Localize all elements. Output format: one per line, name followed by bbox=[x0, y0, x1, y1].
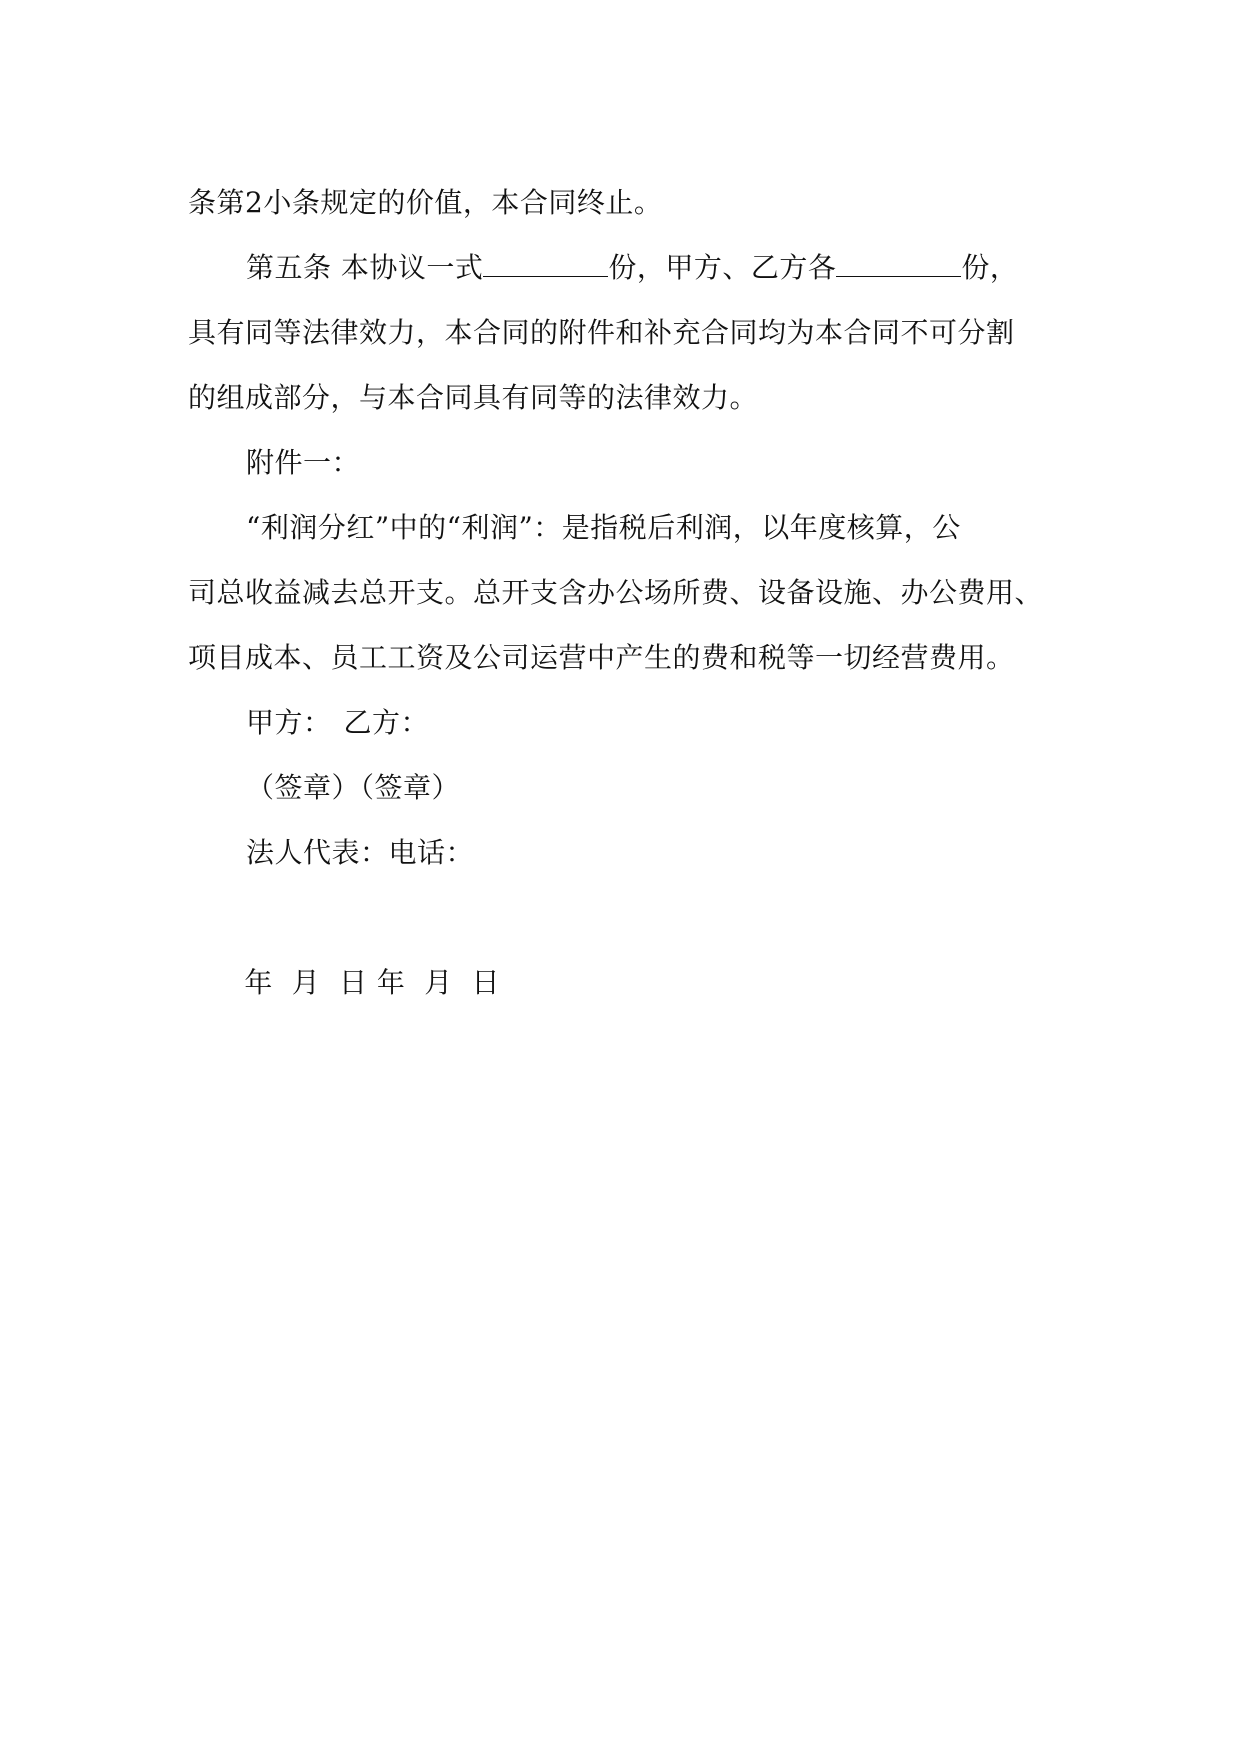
clause-five-line-3-text: 的组成部分，与本合同具有同等的法律效力。 bbox=[188, 381, 759, 414]
copies-each-blank bbox=[836, 248, 961, 277]
clause-five-line-3 bbox=[188, 365, 1088, 430]
clause-continuation bbox=[188, 170, 1088, 235]
clause-five-mid: 份，甲方、乙方各 bbox=[608, 251, 837, 284]
legal-representative-label: 法人代表： bbox=[246, 836, 389, 869]
signature-parties bbox=[188, 690, 1088, 755]
signature-contacts bbox=[188, 820, 1088, 885]
phone-label: 电话： bbox=[388, 836, 475, 869]
profit-definition-line-3-text: 项目成本、员工工资及公司运营中产生的费和税等一切经营费用。 bbox=[188, 641, 1015, 674]
clause-five-end: 份， bbox=[961, 251, 1019, 284]
clause-five-line-2 bbox=[188, 300, 1088, 365]
clause-five-line-1 bbox=[188, 235, 1088, 300]
profit-definition-line-1-text: “利润分红”中的“利润”：是指税后利润，以年度核算，公 bbox=[246, 511, 961, 544]
profit-definition-line-1 bbox=[188, 495, 1088, 560]
clause-five-intro: 第五条 本协议一式 bbox=[246, 251, 484, 284]
party-b-label: 乙方： bbox=[343, 706, 430, 739]
attachment-title: 附件一： bbox=[246, 446, 361, 479]
party-a-label: 甲方： bbox=[246, 706, 332, 739]
attachment-heading bbox=[188, 430, 1088, 495]
clause-continuation-text: 条第2小条规定的价值，本合同终止。 bbox=[188, 186, 663, 219]
profit-definition-line-2-text: 司总收益减去总开支。总开支含办公场所费、设备设施、办公费用、 bbox=[188, 576, 1044, 609]
signature-seals bbox=[188, 755, 1088, 820]
party-a-date: 年 月 日 bbox=[244, 966, 368, 999]
profit-definition-line-3 bbox=[188, 625, 1088, 690]
signature-dates bbox=[188, 885, 1088, 1080]
copies-total-blank bbox=[483, 248, 608, 277]
party-b-seal: （签章） bbox=[360, 771, 461, 804]
profit-definition-line-2 bbox=[188, 560, 1088, 625]
document-body bbox=[188, 170, 1088, 1080]
clause-five-line-2-text: 具有同等法律效力，本合同的附件和补充合同均为本合同不可分割 bbox=[188, 316, 1015, 349]
party-a-seal: （签章） bbox=[246, 771, 361, 804]
party-b-date: 年 月 日 bbox=[376, 966, 501, 999]
